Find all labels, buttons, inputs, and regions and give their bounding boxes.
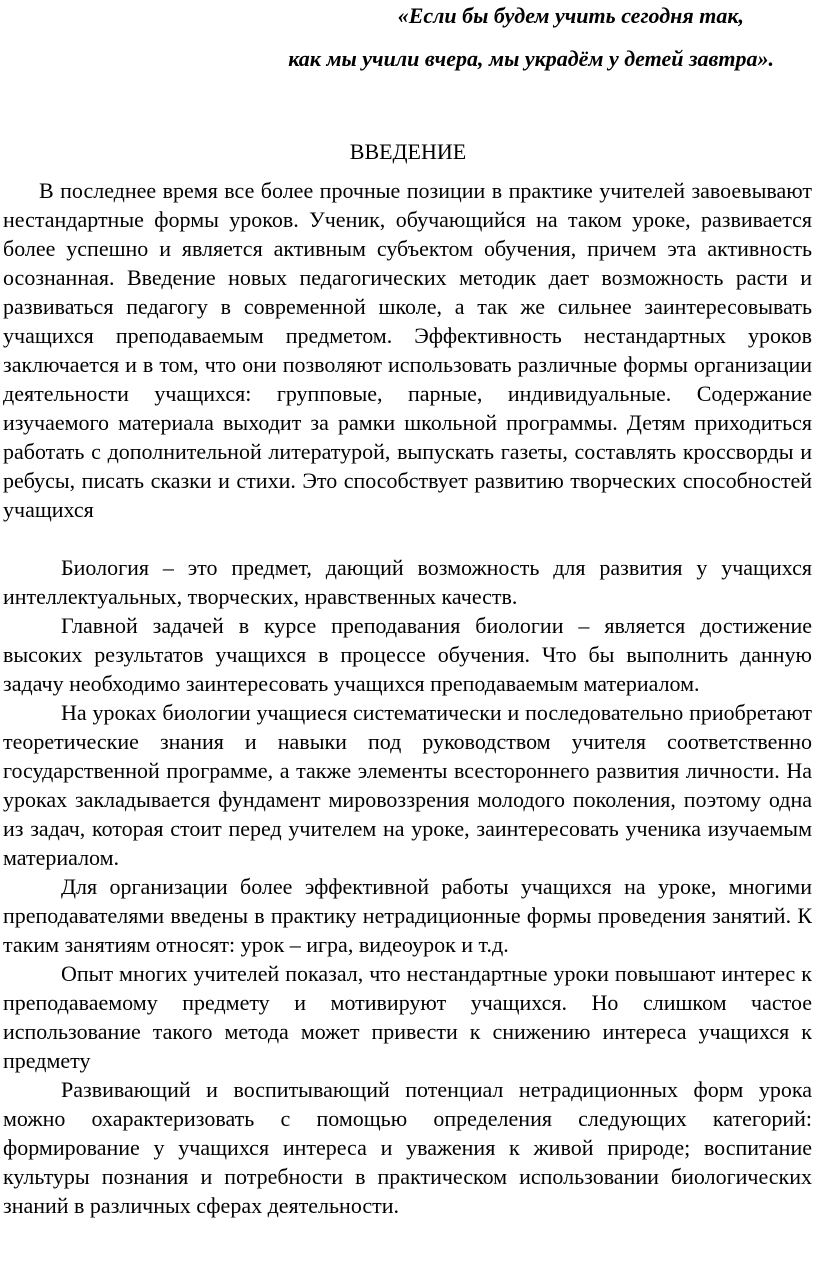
body-text <box>3 176 812 1220</box>
epigraph-line-1: «Если бы будем учить сегодня так, <box>397 3 744 28</box>
paragraph-lessons: На уроках биологии учащиеся систематически и последовательно приобретают теоретические знания и навыки под руководством учителя соответственно государственной программе, а также элементы всестороннего развития личности. На уроках закладывается фундамент мировоззрения молодого поколения, поэтому одна из задач, которая стоит перед учителем на уроке, заинтересовать ученика изучаемым материалом. <box>3 700 812 870</box>
epigraph-line-2: как мы учили вчера, мы украдём у детей завтра». <box>288 46 774 71</box>
paragraph-intro: В последнее время все более прочные позиции в практике учителей завоевывают нестандартные формы уроков. Ученик, обучающийся на таком уроке, развивается более успешно и является активным субъектом обучения, причем эта активность осознанная. Введение новых педагогических методик дает возможность расти и развиваться педагогу в современной школе, а так же сильнее заинтересовывать учащихся преподаваемым предметом. Эффективность нестандартных уроков заключается и в том, что они позволяют использовать различные формы организации деятельности учащихся: групповые, парные, индивидуальные. Содержание изучаемого материала выходит за рамки школьной программы. Детям приходиться работать с дополнительной литературой, выпускать газеты, составлять кроссворды и ребусы, писать сказки и стихи. Это способствует развитию творческих способностей учащихся <box>3 178 812 522</box>
section-heading: ВВЕДЕНИЕ <box>349 139 467 164</box>
paragraph-experience: Опыт многих учителей показал, что нестандартные уроки повышают интерес к преподаваемому предмету и мотивируют учащихся. Но слишком частое использование такого метода может привести к снижению интереса учащихся к предмету <box>3 961 812 1073</box>
paragraph-potential: Развивающий и воспитывающий потенциал нетрадиционных форм урока можно охарактеризовать с помощью определения следующих категорий: формирование у учащихся интереса и уважения к живой природе; воспитание культуры познания и потребности в практическом использовании биологических знаний в различных сферах деятельности. <box>3 1077 812 1218</box>
paragraph-organization: Для организации более эффективной работы учащихся на уроке, многими преподавателями введены в практику нетрадиционные формы проведения занятий. К таким занятиям относят: урок – игра, видеоурок и т.д. <box>3 874 812 957</box>
paragraph-main-task: Главной задачей в курсе преподавания биологии – является достижение высоких результатов учащихся в процессе обучения. Что бы выполнить данную задачу необходимо заинтересовать учащихся преподаваемым материалом. <box>3 613 812 696</box>
paragraph-biology: Биология – это предмет, дающий возможность для развития у учащихся интеллектуальных, творческих, нравственных качеств. <box>3 555 812 609</box>
